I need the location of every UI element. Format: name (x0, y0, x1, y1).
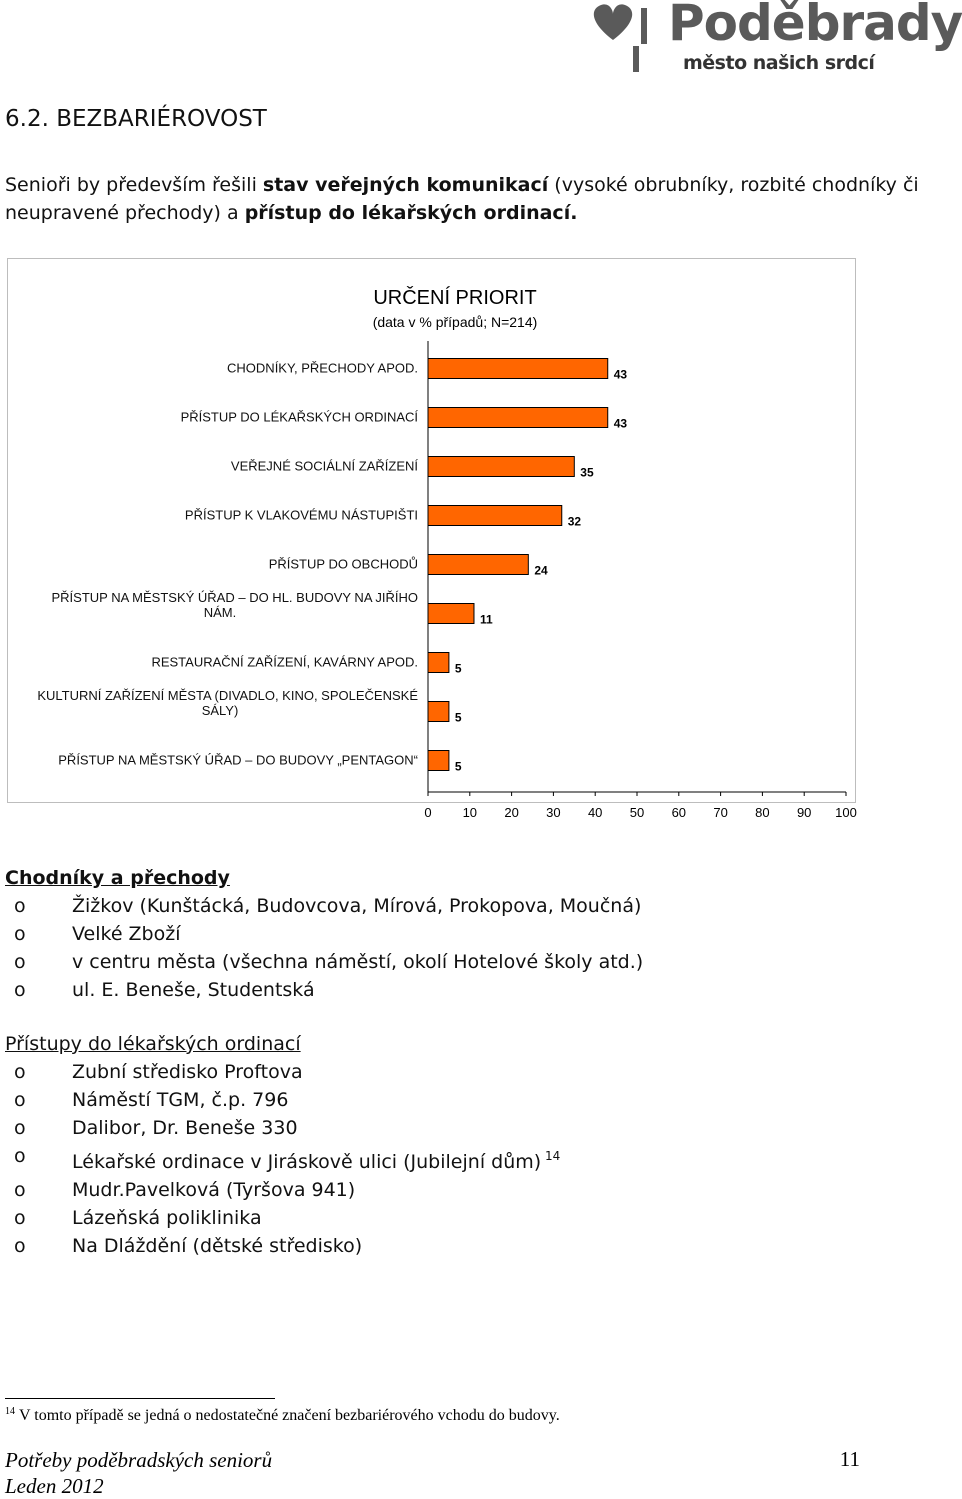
page-number: 11 (839, 1447, 860, 1471)
bar-value-label: 43 (613, 416, 628, 431)
list-item (5, 948, 643, 976)
bar-value-label: 43 (613, 367, 628, 382)
list-item (5, 1114, 560, 1142)
footer-left (5, 1447, 272, 1499)
intro-text-2: (vysoké obrubníky, rozbité chodníky či neupravené přechody) a (5, 174, 919, 224)
list-item-text: ul. E. Beneše, Studentská (72, 979, 315, 1001)
x-tick-label: 70 (713, 805, 728, 820)
bar (428, 751, 449, 771)
bar (428, 604, 474, 624)
x-tick-label: 0 (424, 805, 432, 820)
list-item-text: Lékařské ordinace v Jiráskově ulici (Jubilejní dům) (72, 1151, 542, 1173)
intro-bold-1: stav veřejných komunikací (262, 174, 549, 196)
category-label: NÁM. (203, 605, 237, 620)
list-item-text: Velké Zboží (72, 923, 181, 945)
x-tick-label: 100 (835, 805, 857, 820)
section-title: 6.2. BEZBARIÉROVOST (5, 106, 267, 132)
list-item-text: Zubní středisko Proftova (72, 1061, 303, 1083)
bar-value-label: 5 (454, 710, 462, 725)
category-label: PŘÍSTUP NA MĚSTSKÝ ÚŘAD – DO HL. BUDOVY NA JIŘÍHO (51, 590, 418, 605)
footer-title: Potřeby poděbradských seniorů (5, 1448, 273, 1472)
intro-paragraph (5, 171, 950, 227)
x-tick-label: 80 (755, 805, 770, 820)
category-label: PŘÍSTUP DO LÉKAŘSKÝCH ORDINACÍ (180, 409, 418, 425)
category-label: PŘÍSTUP NA MĚSTSKÝ ÚŘAD – DO BUDOVY „PENTAGON“ (58, 752, 418, 768)
bar (428, 359, 608, 379)
list-item (5, 1204, 560, 1232)
bullet-icon: o (14, 895, 26, 917)
footnote-text: V tomto případě se jedná o nedostatečné značení bezbariérového vchodu do budovy. (19, 1407, 560, 1424)
priority-chart (7, 258, 857, 820)
bullet-icon: o (14, 951, 26, 973)
bullet-icon: o (14, 1089, 26, 1111)
x-tick-label: 20 (504, 805, 519, 820)
list-item-text: Lázeňská poliklinika (72, 1207, 262, 1229)
bullet-icon: o (14, 1145, 26, 1167)
bullet-icon: o (14, 1179, 26, 1201)
list-item-text: v centru města (všechna náměstí, okolí Hotelové školy atd.) (72, 951, 644, 973)
chart-title: URČENÍ PRIORIT (373, 287, 537, 309)
bar (428, 555, 528, 575)
list-item (5, 1142, 560, 1176)
x-tick-label: 90 (796, 805, 812, 820)
bar-value-label: 24 (534, 563, 548, 578)
logo-text: Poděbrady (668, 0, 962, 52)
chart-subtitle: (data v % případů; N=214) (372, 314, 538, 330)
bar-value-label: 11 (479, 612, 493, 627)
category-label: PŘÍSTUP DO OBCHODŮ (268, 556, 418, 572)
list-item-text: Náměstí TGM, č.p. 796 (72, 1089, 289, 1111)
list-item-text: Žižkov (Kunštácká, Budovcova, Mírová, Prokopova, Moučná) (72, 895, 642, 917)
list-item (5, 976, 643, 1004)
priority-bar-chart (8, 259, 857, 820)
category-label: CHODNÍKY, PŘECHODY APOD. (227, 360, 418, 376)
footnote-divider (5, 1398, 275, 1399)
bullet-icon: o (14, 923, 26, 945)
intro-text-1: Senioři by především řešili (5, 174, 263, 196)
bullet-icon: o (14, 1235, 26, 1257)
bullet-icon: o (14, 979, 26, 1001)
x-tick-label: 50 (629, 805, 645, 820)
bar-value-label: 5 (454, 759, 462, 774)
bar (428, 702, 449, 722)
x-tick-label: 60 (671, 805, 687, 820)
bar (428, 457, 574, 477)
footnote-ref: 14 (541, 1149, 561, 1163)
poděbrady-logo (583, 0, 960, 80)
category-label: VEŘEJNÉ SOCIÁLNÍ ZAŘÍZENÍ (230, 458, 418, 474)
list-item-text: Mudr.Pavelková (Tyršova 941) (72, 1179, 356, 1201)
logo-tagline: město našich srdcí (683, 52, 875, 74)
bullet-icon: o (14, 1117, 26, 1139)
list-item (5, 1176, 560, 1204)
category-label: SÁLY) (201, 703, 239, 718)
bar (428, 408, 608, 428)
list-item (5, 892, 643, 920)
category-label: PŘÍSTUP K VLAKOVÉMU NÁSTUPIŠTI (184, 507, 418, 523)
bar-value-label: 32 (567, 514, 582, 529)
bar (428, 653, 449, 673)
sidewalks-list-title: Chodníky a přechody (5, 867, 230, 889)
footer-date: Leden 2012 (5, 1474, 104, 1498)
bar-value-label: 5 (454, 661, 462, 676)
list-item-text: Na Dláždění (dětské středisko) (72, 1235, 363, 1257)
bullet-icon: o (14, 1061, 26, 1083)
intro-bold-2: přístup do lékařských ordinací. (244, 202, 578, 224)
list-item (5, 1086, 560, 1114)
list-item (5, 1232, 560, 1260)
category-label: KULTURNÍ ZAŘÍZENÍ MĚSTA (DIVADLO, KINO, SPOLEČENSKÉ (37, 688, 418, 703)
medical-access-list-title: Přístupy do lékařských ordinací (5, 1033, 301, 1055)
bar-value-label: 35 (580, 465, 594, 480)
footnote-number: 14 (5, 1406, 15, 1417)
medical-access-list (5, 1030, 560, 1260)
sidewalks-list (5, 864, 643, 1004)
bar (428, 506, 562, 526)
x-tick-label: 30 (546, 805, 561, 820)
x-tick-label: 40 (587, 805, 603, 820)
list-item (5, 920, 643, 948)
category-label: RESTAURAČNÍ ZAŘÍZENÍ, KAVÁRNY APOD. (151, 654, 418, 670)
x-tick-label: 10 (462, 805, 478, 820)
bullet-icon: o (14, 1207, 26, 1229)
footnote (5, 1406, 560, 1425)
list-item (5, 1058, 560, 1086)
list-item-text: Dalibor, Dr. Beneše 330 (72, 1117, 298, 1139)
